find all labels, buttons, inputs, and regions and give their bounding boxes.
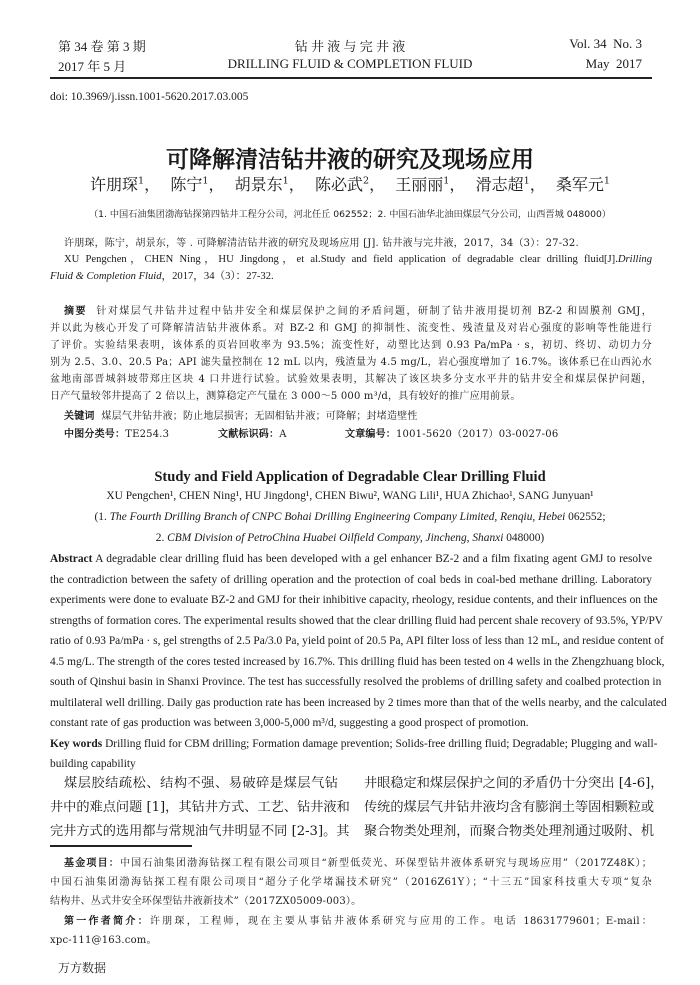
authors-zh: 许朋琛$^1$， 陈宁$^1$， 胡景东$^1$， 陈必武$^2$， 王丽丽$^1$， 滑志超$^1$， 桑军元$^1$ (90, 175, 610, 194)
body-left-line: 煤层胶结疏松、结构不强、易破碎是煤层气钻 (64, 776, 338, 791)
affiliation-en-1 (0, 511, 700, 523)
volume-issue-zh: 第 34 卷 第 3 期 (58, 39, 146, 54)
author-name: 许朋琛 (90, 175, 139, 194)
aff-mark: 1 (202, 175, 209, 187)
fund-line: 中国石油集团渤海钻探工程有限公司项目“超分子化学堵漏技术研究”（2016Z61Y）；“十三五”国家科技重大专项“复杂 (50, 877, 652, 888)
header-rule (50, 77, 652, 79)
document-code (218, 425, 287, 440)
body-left-line: 完井方式的选用都与常规油气井明显不同 [2-3]。其 (50, 824, 350, 839)
body-right-line: 井眼稳定和煤层保护之间的矛盾仍十分突出 [4-6]， (364, 776, 664, 791)
citation-zh: 许朋琛，陈宁，胡景东，等 . 可降解清洁钻井液的研究及现场应用 [J]. 钻井液与完井液，2017，34（3）：27-32. (64, 238, 579, 249)
fund-line: 结构井、丛式井安全环保型钻井液新技术”（2017ZX05009-003）。 (50, 896, 362, 907)
aff-mark: 1 (443, 175, 450, 187)
author-bio-line (50, 912, 652, 927)
citation-en-text: ，2017，34（3）：27-32. (161, 271, 274, 282)
aff-mark: 1 (603, 175, 610, 187)
article-number (345, 425, 558, 440)
authors-en: XU Pengchen¹, CHEN Ning¹, HU Jingdong¹, CHEN Biwu², WANG Lili¹, HUA Zhichao¹, SANG Junyuan¹ (106, 490, 594, 502)
abstract-en-line (50, 553, 652, 565)
keywords-en-line: building capability (50, 758, 136, 770)
aff-num: (1. (94, 511, 110, 523)
citation-en-line1 (50, 251, 652, 266)
keywords-zh-text: 煤层气井钻井液；防止地层损害；无固相钻井液；可降解；封堵造壁性 (101, 411, 418, 422)
keywords-zh-label: 关键词 (64, 411, 95, 422)
abstract-zh-line: 了评价。实验结果表明，该体系的页岩回收率为 93.5%；流变性好，动塑比达到 0.93 Pa/mPa · s，初切、终切、动切力分 (50, 340, 652, 351)
author-name: 陈必武 (314, 175, 363, 194)
footnote-rule (50, 845, 192, 847)
abstract-zh-line: 别为 2.5、3.0、20.5 Pa；API 滤失量控制在 12 mL 以内，残渣量为 4.5 mg/L，岩心强度增加了 16.7%。该体系已在山西沁水 (50, 357, 652, 368)
aff-code: 062552; (565, 511, 606, 523)
class-value: TE254.3 (125, 429, 170, 440)
citation-en-line2 (50, 268, 274, 283)
author-name: 陈宁 (170, 175, 203, 194)
aff-mark: 2 (362, 175, 370, 187)
citation-journal: Drilling (617, 254, 652, 265)
keywords-zh (64, 407, 418, 422)
citation-en-text: XU Pengchen，CHEN Ning，HU Jingdong，et al.Study and field application of degradable clear drilling fluid[J]. (64, 254, 618, 265)
citation-journal: Fluid & Completion Fluid (50, 271, 162, 282)
aff-mark: 1 (138, 175, 145, 187)
abstract-en-line: south of Qinshui basin in Shanxi Province. The test has successfully resolved the problems of drilling safety and coalbed protection in (50, 676, 662, 688)
doccode-label: 文献标识码： (218, 429, 280, 440)
date-en: May 2017 (585, 56, 642, 71)
author-email: xpc-111@163.com。 (50, 935, 157, 946)
abstract-en-line: 4.5 mg/L. The strength of the cores tested increased by 16.7%. This drilling fluid has been tested on 4 wells in the Zhengzhuang block, (50, 655, 665, 668)
author-name: 滑志超 (475, 175, 524, 194)
abstract-en-label: Abstract (50, 553, 93, 565)
abstract-zh-line: 日产气量较邻井提高了 2 倍以上，测算稳定产气量在 3 000～5 000 m³/d，具有较好的推广应用前景。 (50, 391, 521, 402)
journal-name-en: DRILLING FLUID & COMPLETION FLUID (227, 56, 473, 71)
abstract-en-text: A degradable clear drilling fluid has been developed with a gel enhancer BZ-2 and a film fixating agent GMJ to resolve (92, 553, 652, 565)
author-name: 王丽丽 (395, 175, 444, 194)
affiliation-zh: （1. 中国石油集团渤海钻探第四钻井工程分公司，河北任丘 062552；2. 中国石油华北油田煤层气分公司，山西晋城 048000） (89, 209, 611, 220)
abstract-en-line: the contradiction between the safety of drilling operation and the protection of coal beds in coal-bed methane drilling. Laboratory (50, 573, 652, 586)
abstract-zh-text: 针对煤层气井钻井过程中钻井安全和煤层保护之间的矛盾问题，研制了钻井液用提切剂 BZ-2 和固膜剂 GMJ， (96, 306, 652, 317)
author-bio-text: 许朋琛，工程师，现在主要从事钻井液体系研究与应用的工作。电话 18631779601；E-mail： (149, 916, 652, 927)
fund-label: 基金项目： (64, 858, 120, 869)
aff-mark: 1 (282, 175, 289, 187)
title-en: Study and Field Application of Degradable Clear Drilling Fluid (154, 469, 546, 485)
classification (64, 425, 169, 440)
date-zh: 2017 年 5 月 (58, 59, 127, 74)
watermark: 万方数据 (58, 961, 107, 975)
fund-line (50, 854, 652, 869)
doccode-value: A (279, 429, 287, 440)
keywords-en-text: Drilling fluid for CBM drilling; Formation damage prevention; Solids-free drilling fluid; Degradable; Plugging and wall- (102, 737, 658, 750)
abstract-en-line: constant rate of gas production was between 3,000-5,000 m³/d, suggesting a good prospect of promotion. (50, 717, 529, 729)
class-label: 中图分类号： (64, 429, 126, 440)
abstract-zh-line: 并以此为核心开发了可降解清洁钻井液体系。对 BZ-2 和 GMJ 的抑制性、流变性、残渣量及对岩心强度的影响等性能进行 (50, 323, 652, 334)
body-right-line: 聚合物类处理剂，而聚合物类处理剂通过吸附、机 (364, 824, 655, 839)
keywords-en-line (50, 737, 658, 750)
doi: doi: 10.3969/j.issn.1001-5620.2017.03.005 (50, 91, 249, 103)
aff-mark: 1 (523, 175, 530, 187)
author-name: 桑军元 (555, 175, 604, 194)
fund-text: 中国石油集团渤海钻探工程有限公司项目“新型低荧光、环保型钻井液体系研究与现场应用”（2017Z48K）； (119, 858, 653, 869)
author-name: 胡景东 (234, 175, 283, 194)
abstract-en-line: experiments were done to evaluate BZ-2 and GMJ for their inhibitive capacity, rheology, residue contents, and their influences on the (50, 594, 658, 606)
volume-issue-en: Vol. 34 No. 3 (569, 36, 642, 51)
artno-label: 文章编号： (345, 429, 396, 440)
keywords-en-label: Key words (50, 737, 103, 750)
journal-name-zh: 钻 井 液 与 完 井 液 (294, 39, 406, 54)
abstract-en-line: ratio of 0.93 Pa/mPa · s, gel strengths of 2.5 Pa/3.0 Pa, yield point of 20.5 Pa, API filter loss of less than 12 mL, and residue content of (50, 635, 664, 647)
affiliation-en-2 (0, 532, 700, 544)
aff-text: CBM Division of PetroChina Huabei Oilfield Company, Jincheng, Shanxi (167, 532, 504, 544)
aff-code: 048000) (503, 532, 545, 544)
abstract-zh-line: 盆地南部晋城斜坡带郑庄区块 4 口井进行试验。试验效果表明，其解决了该区块多分支水平井的钻井安全和煤层保护问题， (50, 374, 652, 385)
aff-num: 2. (155, 532, 168, 544)
body-left-line: 井中的难点问题 [1]，其钻井方式、工艺、钻井液和 (50, 800, 350, 815)
aff-text: The Fourth Drilling Branch of CNPC Bohai Drilling Engineering Company Limited, Renqiu, Hebei (109, 511, 566, 523)
body-right-line: 传统的煤层气井钻井液均含有膨润土等固相颗粒或 (364, 800, 655, 815)
artno-value: 1001-5620（2017）03-0027-06 (396, 429, 559, 440)
abstract-en-line: multilateral well drilling. Daily gas production rate has been increased by 2 times more than that of the wells nearby, and the calculated (50, 696, 667, 709)
title-zh: 可降解清洁钻井液的研究及现场应用 (166, 147, 534, 173)
abstract-en-line: strengths of formation cores. The experimental results showed that the clear drilling fluid had percent shale recovery of 93.5%, YP/PV (50, 614, 664, 627)
abstract-zh-line (50, 302, 652, 317)
author-bio-label: 第一作者简介： (64, 916, 150, 927)
abstract-zh-label: 摘要 (64, 306, 87, 317)
